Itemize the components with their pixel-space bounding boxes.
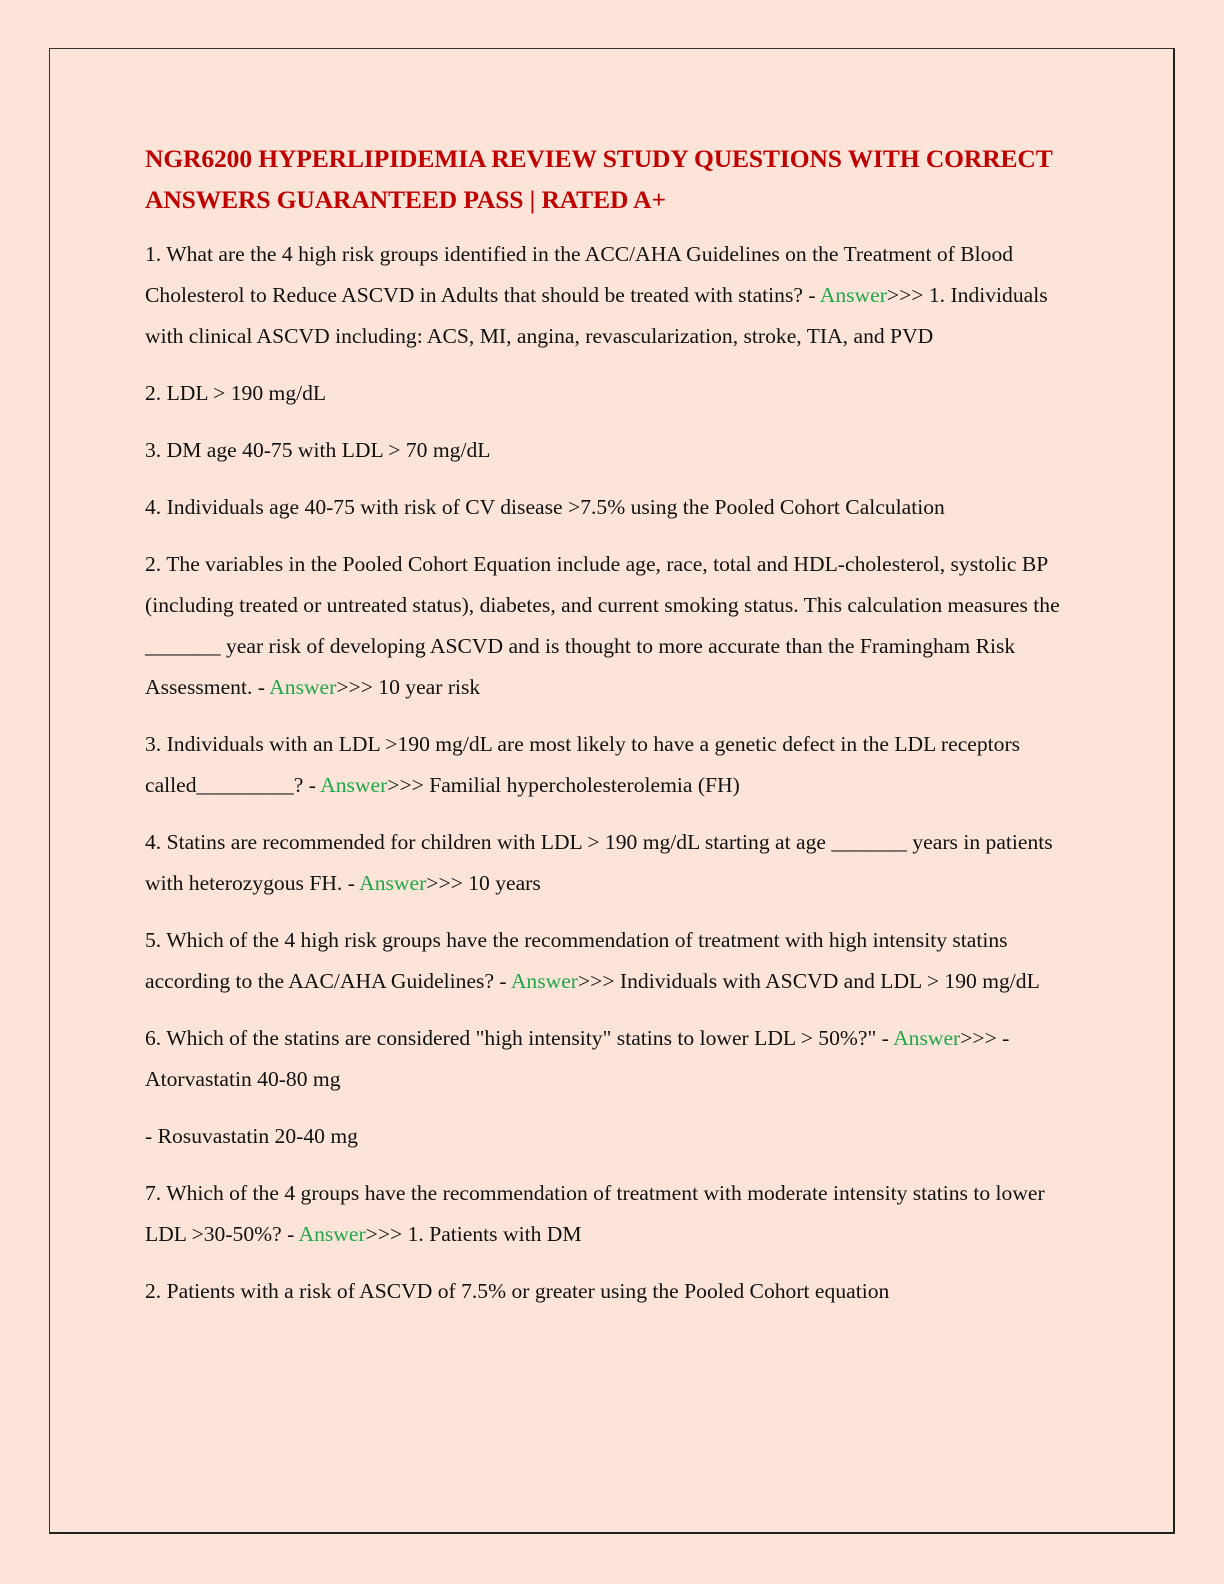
question-6-answer: >>> - Atorvastatin 40-80 mg xyxy=(145,1026,1010,1091)
question-5-answer: >>> Individuals with ASCVD and LDL > 190 mg/dL xyxy=(578,969,1040,993)
answer-label: Answer xyxy=(819,283,887,307)
question-7 xyxy=(145,1173,1085,1255)
question-5 xyxy=(145,920,1085,1002)
question-3-answer: >>> Familial hypercholesterolemia (FH) xyxy=(387,773,740,797)
question-3-text: 3. Individuals with an LDL >190 mg/dL are most likely to have a genetic defect in the LDL receptors called_________? - xyxy=(145,732,1021,797)
question-1-text: 1. What are the 4 high risk groups identified in the ACC/AHA Guidelines on the Treatment of Blood Cholesterol to Reduce ASCVD in Adults that should be treated with statins? - xyxy=(145,242,1014,307)
question-4-answer: >>> 10 years xyxy=(426,871,541,895)
question-3 xyxy=(145,724,1085,806)
question-2-answer: >>> 10 year risk xyxy=(336,675,481,699)
question-6-answer-item-2: - Rosuvastatin 20-40 mg xyxy=(145,1124,358,1148)
question-7-answer: >>> 1. Patients with DM xyxy=(365,1222,582,1246)
document-title: NGR6200 HYPERLIPIDEMIA REVIEW STUDY QUESTIONS WITH CORRECT ANSWERS GUARANTEED PASS | RATED A+ xyxy=(145,144,1053,214)
question-1-answer: >>> xyxy=(886,283,924,307)
answer-label: Answer xyxy=(269,675,337,699)
question-6 xyxy=(145,1018,1085,1100)
question-7-answer-item-2: 2. Patients with a risk of ASCVD of 7.5% or greater using the Pooled Cohort equation xyxy=(145,1279,890,1303)
question-1-answer-item-3: 3. DM age 40-75 with LDL > 70 mg/dL xyxy=(145,438,491,462)
answer-label: Answer xyxy=(298,1222,366,1246)
question-1-answer-item-2: 2. LDL > 190 mg/dL xyxy=(145,381,327,405)
answer-label: Answer xyxy=(320,773,388,797)
answer-label: Answer xyxy=(510,969,578,993)
document-body xyxy=(145,138,1085,1328)
question-5-text: 5. Which of the 4 high risk groups have the recommendation of treatment with high intensity statins according to the AAC/AHA Guidelines? - xyxy=(145,928,1008,993)
answer-label: Answer xyxy=(359,871,427,895)
question-1-answer-item-1: 1. Individuals with clinical ASCVD including: ACS, MI, angina, revascularization, stroke, TIA, and PVD xyxy=(145,283,1048,348)
question-4 xyxy=(145,822,1085,904)
question-1-answer-item-4: 4. Individuals age 40-75 with risk of CV disease >7.5% using the Pooled Cohort Calculation xyxy=(145,495,945,519)
question-7-text: 7. Which of the 4 groups have the recommendation of treatment with moderate intensity statins to lower LDL >30-50%? - xyxy=(145,1181,1045,1246)
answer-label: Answer xyxy=(893,1026,961,1050)
question-2 xyxy=(145,544,1085,708)
question-1 xyxy=(145,234,1085,357)
question-6-text: 6. Which of the statins are considered "high intensity" statins to lower LDL > 50%?" - xyxy=(145,1026,894,1050)
question-4-text: 4. Statins are recommended for children with LDL > 190 mg/dL starting at age _______ years in patients with heterozygous FH. - xyxy=(145,830,1053,895)
question-2-text: 2. The variables in the Pooled Cohort Equation include age, race, total and HDL-cholesterol, systolic BP (including treated or untreated status), diabetes, and current smoking status. This calculation measures the _______ year risk of developing ASCVD and is thought to more accurate than the Framingham Risk Assessment. - xyxy=(145,552,1060,699)
